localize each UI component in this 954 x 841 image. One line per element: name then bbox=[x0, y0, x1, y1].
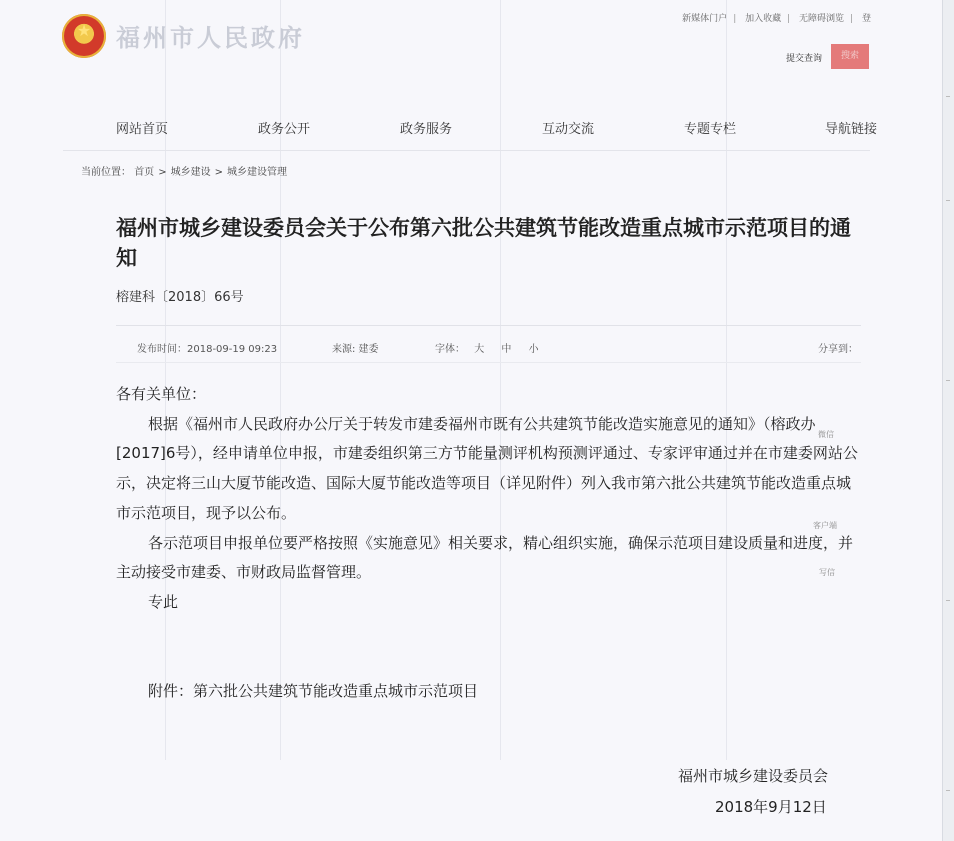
nav-item-interaction[interactable]: 互动交流 bbox=[542, 122, 595, 137]
toplink-new-media[interactable]: 新媒体门户 bbox=[682, 14, 728, 24]
write-letter-label[interactable]: 写信 bbox=[819, 568, 835, 577]
font-size-large[interactable]: 大 bbox=[474, 344, 485, 355]
closing: 专此 bbox=[148, 592, 179, 611]
font-size-control bbox=[435, 340, 539, 355]
breadcrumb-home[interactable]: 首页 bbox=[134, 167, 155, 178]
search-button[interactable]: 搜索 bbox=[831, 44, 869, 69]
nav-item-navigation[interactable]: 导航链接 bbox=[825, 122, 878, 137]
document-number: 榕建科〔2018〕66号 bbox=[116, 290, 244, 305]
toplink-login[interactable]: 登 bbox=[861, 14, 871, 24]
breadcrumb-prefix: 当前位置： bbox=[81, 167, 131, 178]
paragraph-2: 各示范项目申报单位要严格按照《实施意见》相关要求，精心组织实施，确保示范项目建设质量和进度，并主动接受市建委、市财政局监督管理。 bbox=[116, 533, 854, 582]
spacer bbox=[116, 618, 861, 677]
nav-item-topics[interactable]: 专题专栏 bbox=[684, 122, 737, 137]
nav-item-gov-services[interactable]: 政务服务 bbox=[400, 122, 453, 137]
signature-date: 2018年9月12日 bbox=[715, 798, 827, 816]
nav-item-gov-affairs[interactable]: 政务公开 bbox=[258, 122, 311, 137]
site-title[interactable]: 福州市人民政府 bbox=[116, 24, 305, 52]
breadcrumb-construction-management[interactable]: 城乡建设管理 bbox=[226, 167, 287, 178]
font-size-medium[interactable]: 中 bbox=[501, 344, 512, 355]
scroll-edge bbox=[942, 0, 954, 841]
meta-divider bbox=[116, 325, 861, 326]
toplink-accessibility[interactable]: 无障碍浏览 bbox=[799, 14, 845, 24]
top-links: 新媒体门户 | 加入收藏 | 无障碍浏览 | 登 bbox=[682, 14, 871, 24]
nav-divider bbox=[63, 150, 870, 151]
article-title: 福州市城乡建设委员会关于公布第六批公共建筑节能改造重点城市示范项目的通知 bbox=[116, 216, 851, 270]
meta-divider-bottom bbox=[116, 362, 861, 363]
attachment-link[interactable]: 附件：第六批公共建筑节能改造重点城市示范项目 bbox=[148, 681, 479, 700]
nav-item-home[interactable]: 网站首页 bbox=[116, 122, 169, 137]
font-size-label: 字体： bbox=[435, 344, 465, 355]
wechat-share-label[interactable]: 微信 bbox=[818, 430, 834, 439]
salutation: 各有关单位： bbox=[116, 385, 207, 403]
paragraph-1: 根据《福州市人民政府办公厅关于转发市建委福州市既有公共建筑节能改造实施意见的通知》（榕政办[2017]6号），经申请单位申报，市建委组织第三方节能量测评机构预测评通过、专家评审通过并在市建委网站公示，决定将三山大厦节能改造、国际大厦节能改造等项目（详见附件）列入我市第六批公共建筑节能改造重点城市示范项目，现予以公布。 bbox=[116, 414, 858, 522]
font-size-small[interactable]: 小 bbox=[528, 344, 539, 355]
article-body bbox=[116, 380, 861, 706]
signature: 福州市城乡建设委员会 bbox=[678, 767, 829, 785]
submit-query-link[interactable]: 提交查询 bbox=[786, 54, 823, 64]
toplink-add-favorite[interactable]: 加入收藏 bbox=[745, 14, 782, 24]
main-nav bbox=[116, 118, 878, 138]
national-emblem-logo bbox=[62, 14, 106, 58]
publish-time: 发布时间：2018-09-19 09:23 bbox=[137, 344, 278, 355]
client-share-label[interactable]: 客户端 bbox=[813, 521, 837, 530]
share-label: 分享到： bbox=[818, 344, 858, 355]
article-source: 来源: 建委 bbox=[332, 344, 379, 355]
breadcrumb: 当前位置： 首页 > 城乡建设 > 城乡建设管理 bbox=[81, 167, 287, 178]
breadcrumb-urban-construction[interactable]: 城乡建设 bbox=[170, 167, 211, 178]
